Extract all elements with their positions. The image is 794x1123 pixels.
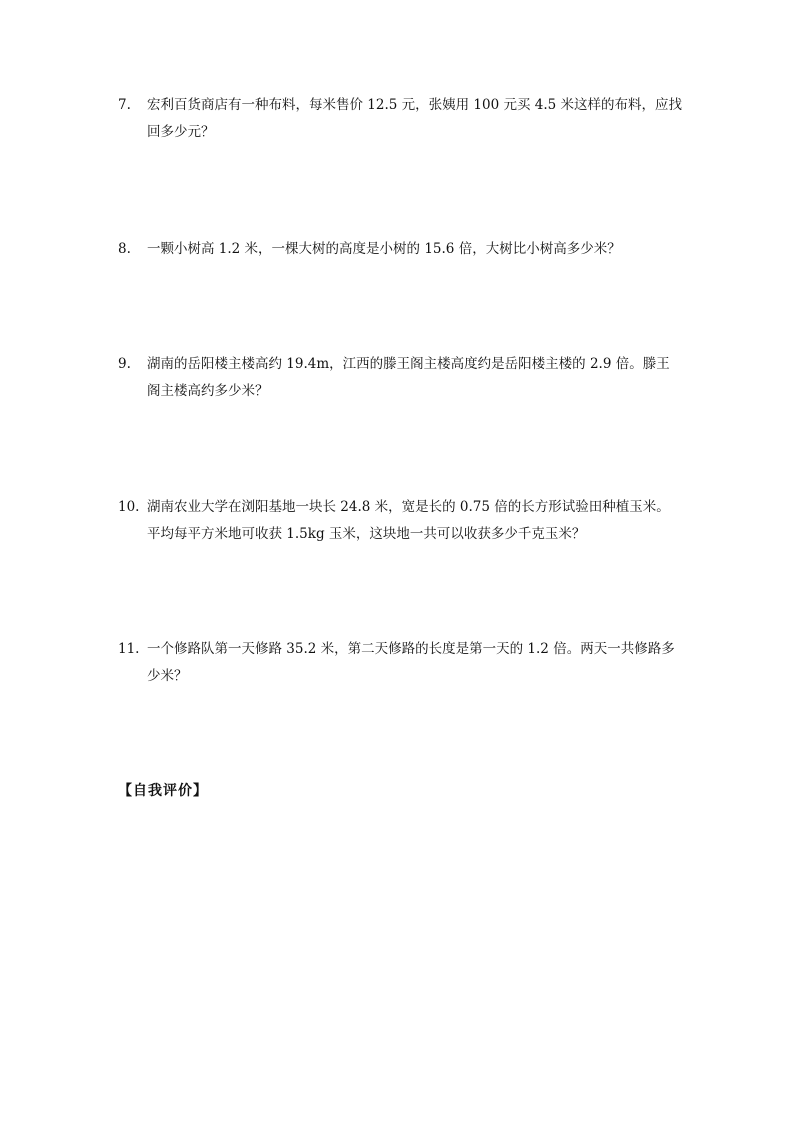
question-line: 一颗小树高 1.2 米，一棵大树的高度是小树的 15.6 倍，大树比小树高多少米？	[147, 241, 621, 257]
question-number: 8.	[118, 241, 131, 257]
question-line: 宏利百货商店有一种布料，每米售价 12.5 元，张姨用 100 元买 4.5 米这样的布料，应找	[147, 97, 683, 113]
question-line: 平均每平方米地可收获 1.5kg 玉米，这块地一共可以收获多少千克玉米？	[147, 526, 586, 542]
self-evaluation-heading: 【自我评价】	[118, 783, 208, 799]
question-text	[147, 636, 677, 690]
question-line: 回多少元？	[147, 124, 215, 140]
question-text	[147, 236, 677, 263]
question-line: 一个修路队第一天修路 35.2 米，第二天修路的长度是第一天的 1.2 倍。两天一共修路多	[147, 641, 675, 657]
question-line: 少米？	[147, 668, 188, 684]
question-line: 阁主楼高约多少米？	[147, 383, 269, 399]
question-number: 7.	[118, 97, 131, 113]
question-text	[147, 494, 677, 548]
question-line: 湖南的岳阳楼主楼高约 19.4m，江西的滕王阁主楼高度约是岳阳楼主楼的 2.9 倍。滕王	[147, 356, 670, 372]
question-text	[147, 92, 683, 146]
question-text	[147, 351, 677, 405]
question-number: 11.	[118, 641, 140, 657]
question-number: 9.	[118, 356, 131, 372]
question-line: 湖南农业大学在浏阳基地一块长 24.8 米，宽是长的 0.75 倍的长方形试验田种植玉米。	[147, 499, 670, 515]
question-number: 10.	[118, 499, 140, 515]
